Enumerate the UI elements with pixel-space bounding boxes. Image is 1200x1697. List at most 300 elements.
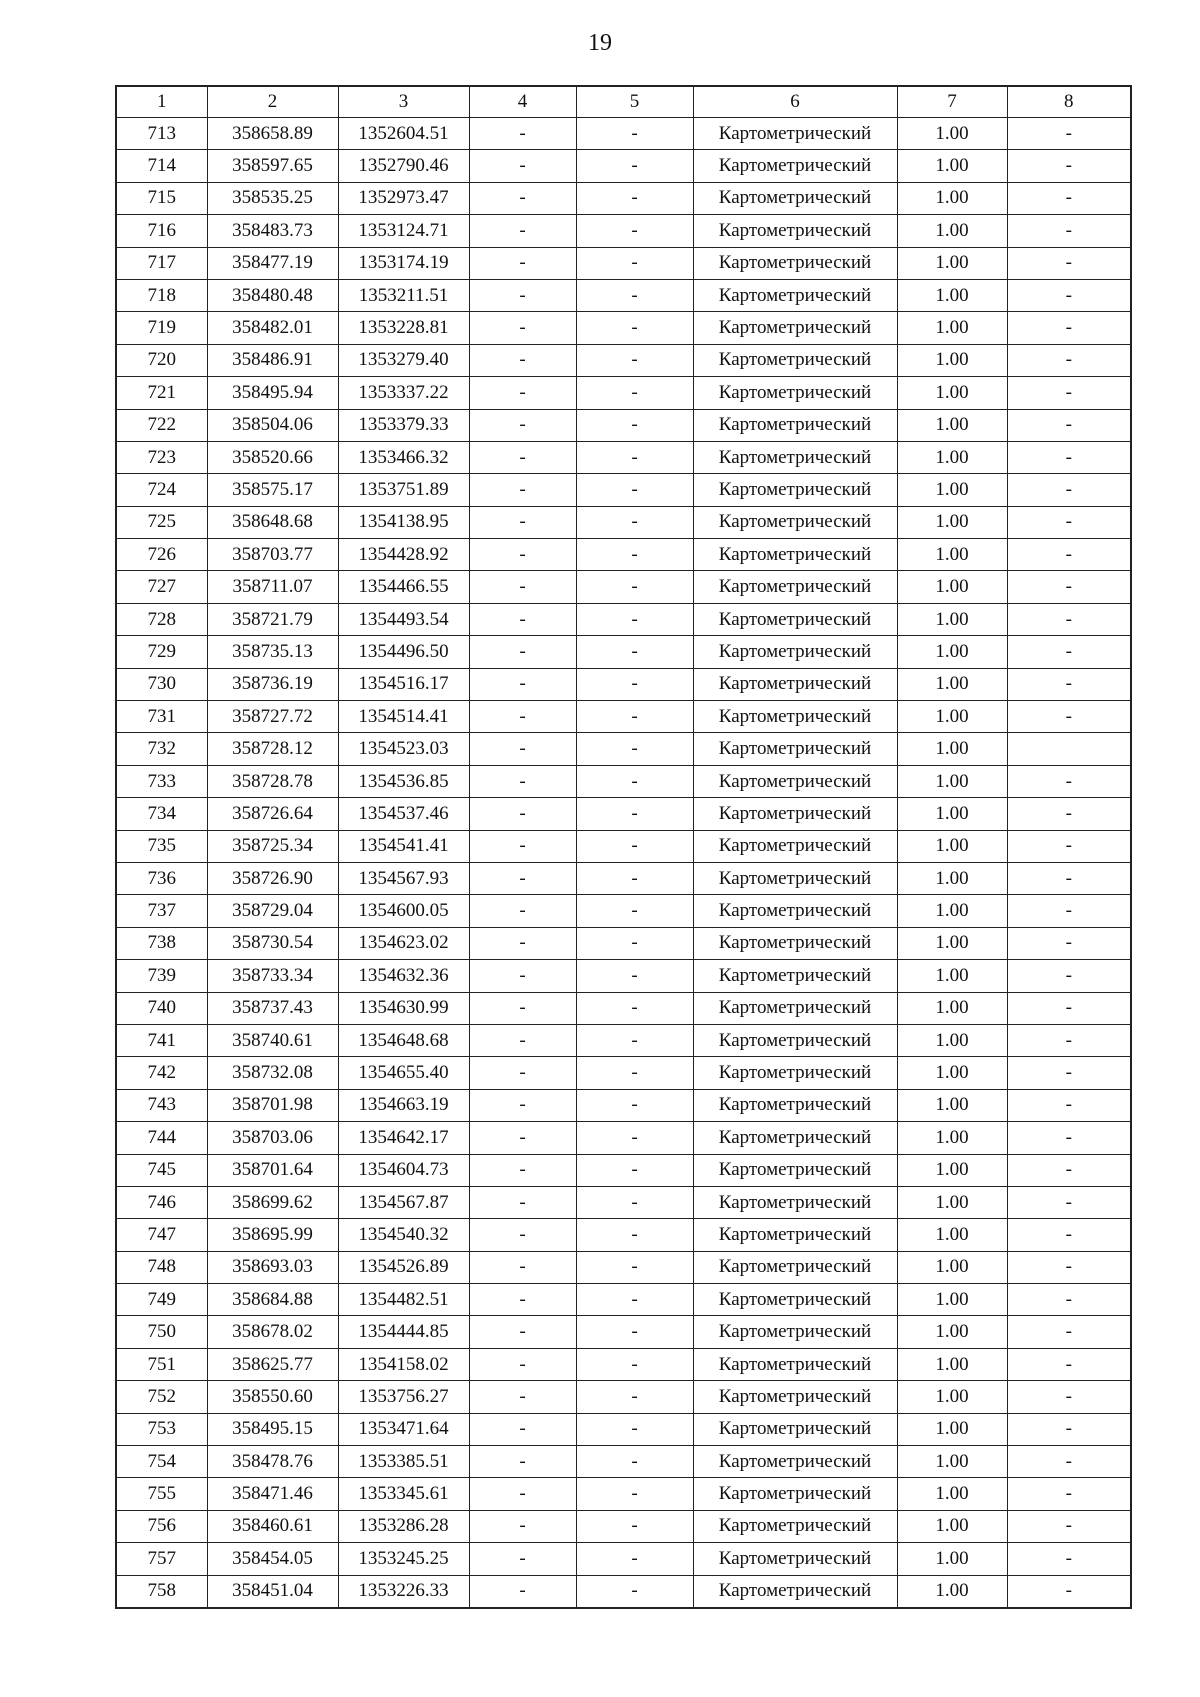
column-5-cell: - [576, 506, 693, 538]
point-number-cell: 755 [116, 1478, 207, 1510]
method-cell: Картометрический [693, 377, 897, 409]
y-coordinate-cell: 1354523.03 [338, 733, 469, 765]
method-cell: Картометрический [693, 960, 897, 992]
point-number-cell: 749 [116, 1284, 207, 1316]
column-5-cell: - [576, 636, 693, 668]
accuracy-cell: 1.00 [897, 1446, 1007, 1478]
method-cell: Картометрический [693, 344, 897, 376]
column-8-cell: - [1007, 1089, 1131, 1121]
column-4-cell: - [469, 118, 576, 150]
column-8-cell: - [1007, 927, 1131, 959]
method-cell: Картометрический [693, 1348, 897, 1380]
x-coordinate-cell: 358495.15 [207, 1413, 338, 1445]
method-cell: Картометрический [693, 765, 897, 797]
column-8-cell: - [1007, 1154, 1131, 1186]
accuracy-cell: 1.00 [897, 474, 1007, 506]
accuracy-cell: 1.00 [897, 279, 1007, 311]
x-coordinate-cell: 358648.68 [207, 506, 338, 538]
column-5-cell: - [576, 1154, 693, 1186]
x-coordinate-cell: 358736.19 [207, 668, 338, 700]
table-row [116, 247, 1131, 279]
method-cell: Картометрический [693, 1186, 897, 1218]
method-cell: Картометрический [693, 992, 897, 1024]
y-coordinate-cell: 1354655.40 [338, 1057, 469, 1089]
column-4-cell: - [469, 441, 576, 473]
x-coordinate-cell: 358486.91 [207, 344, 338, 376]
table-row [116, 1057, 1131, 1089]
y-coordinate-cell: 1353471.64 [338, 1413, 469, 1445]
column-4-cell: - [469, 215, 576, 247]
column-4-cell: - [469, 1089, 576, 1121]
column-5-cell: - [576, 1381, 693, 1413]
column-8-cell: - [1007, 992, 1131, 1024]
column-4-cell: - [469, 571, 576, 603]
column-5-cell: - [576, 377, 693, 409]
point-number-cell: 715 [116, 182, 207, 214]
table-row [116, 1024, 1131, 1056]
method-cell: Картометрический [693, 1316, 897, 1348]
method-cell: Картометрический [693, 1543, 897, 1575]
x-coordinate-cell: 358727.72 [207, 701, 338, 733]
y-coordinate-cell: 1353466.32 [338, 441, 469, 473]
point-number-cell: 745 [116, 1154, 207, 1186]
column-5-cell: - [576, 1543, 693, 1575]
table-row [116, 1284, 1131, 1316]
x-coordinate-cell: 358703.77 [207, 539, 338, 571]
accuracy-cell: 1.00 [897, 1154, 1007, 1186]
accuracy-cell: 1.00 [897, 182, 1007, 214]
column-8-cell: - [1007, 960, 1131, 992]
table-row [116, 118, 1131, 150]
point-number-cell: 728 [116, 603, 207, 635]
column-4-cell: - [469, 701, 576, 733]
column-4-cell: - [469, 895, 576, 927]
x-coordinate-cell: 358733.34 [207, 960, 338, 992]
method-cell: Картометрический [693, 1381, 897, 1413]
point-number-cell: 720 [116, 344, 207, 376]
accuracy-cell: 1.00 [897, 247, 1007, 279]
point-number-cell: 744 [116, 1122, 207, 1154]
table-row [116, 182, 1131, 214]
column-4-cell: - [469, 1219, 576, 1251]
method-cell: Картометрический [693, 1057, 897, 1089]
y-coordinate-cell: 1353174.19 [338, 247, 469, 279]
column-5-cell: - [576, 1122, 693, 1154]
column-8-cell: - [1007, 1478, 1131, 1510]
table-row [116, 733, 1131, 765]
x-coordinate-cell: 358460.61 [207, 1510, 338, 1542]
point-number-cell: 746 [116, 1186, 207, 1218]
x-coordinate-cell: 358454.05 [207, 1543, 338, 1575]
accuracy-cell: 1.00 [897, 895, 1007, 927]
column-header: 3 [338, 86, 469, 118]
method-cell: Картометрический [693, 247, 897, 279]
column-4-cell: - [469, 798, 576, 830]
x-coordinate-cell: 358728.12 [207, 733, 338, 765]
y-coordinate-cell: 1353226.33 [338, 1575, 469, 1608]
accuracy-cell: 1.00 [897, 733, 1007, 765]
y-coordinate-cell: 1354604.73 [338, 1154, 469, 1186]
point-number-cell: 721 [116, 377, 207, 409]
x-coordinate-cell: 358711.07 [207, 571, 338, 603]
accuracy-cell: 1.00 [897, 960, 1007, 992]
method-cell: Картометрический [693, 215, 897, 247]
y-coordinate-cell: 1353379.33 [338, 409, 469, 441]
column-4-cell: - [469, 1186, 576, 1218]
accuracy-cell: 1.00 [897, 1381, 1007, 1413]
point-number-cell: 724 [116, 474, 207, 506]
table-row [116, 830, 1131, 862]
accuracy-cell: 1.00 [897, 1575, 1007, 1608]
x-coordinate-cell: 358597.65 [207, 150, 338, 182]
point-number-cell: 747 [116, 1219, 207, 1251]
column-5-cell: - [576, 344, 693, 376]
x-coordinate-cell: 358482.01 [207, 312, 338, 344]
column-4-cell: - [469, 182, 576, 214]
method-cell: Картометрический [693, 1510, 897, 1542]
column-5-cell: - [576, 733, 693, 765]
x-coordinate-cell: 358483.73 [207, 215, 338, 247]
column-5-cell: - [576, 927, 693, 959]
table-row [116, 1446, 1131, 1478]
method-cell: Картометрический [693, 798, 897, 830]
x-coordinate-cell: 358726.90 [207, 862, 338, 894]
accuracy-cell: 1.00 [897, 150, 1007, 182]
x-coordinate-cell: 358575.17 [207, 474, 338, 506]
y-coordinate-cell: 1354536.85 [338, 765, 469, 797]
x-coordinate-cell: 358625.77 [207, 1348, 338, 1380]
accuracy-cell: 1.00 [897, 506, 1007, 538]
column-4-cell: - [469, 862, 576, 894]
table-row [116, 409, 1131, 441]
method-cell: Картометрический [693, 830, 897, 862]
column-5-cell: - [576, 247, 693, 279]
accuracy-cell: 1.00 [897, 1316, 1007, 1348]
column-header: 4 [469, 86, 576, 118]
column-5-cell: - [576, 1478, 693, 1510]
accuracy-cell: 1.00 [897, 1057, 1007, 1089]
x-coordinate-cell: 358550.60 [207, 1381, 338, 1413]
x-coordinate-cell: 358535.25 [207, 182, 338, 214]
column-8-cell: - [1007, 636, 1131, 668]
table-row [116, 1219, 1131, 1251]
table-row [116, 150, 1131, 182]
column-8-cell: - [1007, 1251, 1131, 1283]
column-5-cell: - [576, 798, 693, 830]
method-cell: Картометрический [693, 1575, 897, 1608]
accuracy-cell: 1.00 [897, 765, 1007, 797]
point-number-cell: 743 [116, 1089, 207, 1121]
y-coordinate-cell: 1354648.68 [338, 1024, 469, 1056]
column-4-cell: - [469, 1478, 576, 1510]
table-row [116, 1154, 1131, 1186]
column-header: 5 [576, 86, 693, 118]
column-5-cell: - [576, 474, 693, 506]
point-number-cell: 753 [116, 1413, 207, 1445]
column-4-cell: - [469, 1510, 576, 1542]
method-cell: Картометрический [693, 927, 897, 959]
column-5-cell: - [576, 603, 693, 635]
point-number-cell: 732 [116, 733, 207, 765]
column-4-cell: - [469, 247, 576, 279]
y-coordinate-cell: 1354138.95 [338, 506, 469, 538]
point-number-cell: 757 [116, 1543, 207, 1575]
y-coordinate-cell: 1353286.28 [338, 1510, 469, 1542]
method-cell: Картометрический [693, 895, 897, 927]
table-row [116, 279, 1131, 311]
y-coordinate-cell: 1353211.51 [338, 279, 469, 311]
y-coordinate-cell: 1354642.17 [338, 1122, 469, 1154]
table-row [116, 701, 1131, 733]
table-row [116, 603, 1131, 635]
method-cell: Картометрический [693, 118, 897, 150]
column-header: 8 [1007, 86, 1131, 118]
y-coordinate-cell: 1353337.22 [338, 377, 469, 409]
column-8-cell: - [1007, 765, 1131, 797]
column-8-cell: - [1007, 1348, 1131, 1380]
y-coordinate-cell: 1354600.05 [338, 895, 469, 927]
accuracy-cell: 1.00 [897, 1122, 1007, 1154]
x-coordinate-cell: 358495.94 [207, 377, 338, 409]
coordinates-table [115, 85, 1132, 1609]
method-cell: Картометрический [693, 701, 897, 733]
column-5-cell: - [576, 150, 693, 182]
column-5-cell: - [576, 1024, 693, 1056]
method-cell: Картометрический [693, 409, 897, 441]
column-8-cell: - [1007, 150, 1131, 182]
accuracy-cell: 1.00 [897, 1089, 1007, 1121]
point-number-cell: 733 [116, 765, 207, 797]
column-8-cell: - [1007, 895, 1131, 927]
accuracy-cell: 1.00 [897, 1478, 1007, 1510]
y-coordinate-cell: 1353228.81 [338, 312, 469, 344]
method-cell: Картометрический [693, 1251, 897, 1283]
x-coordinate-cell: 358477.19 [207, 247, 338, 279]
table-row [116, 668, 1131, 700]
y-coordinate-cell: 1354444.85 [338, 1316, 469, 1348]
column-4-cell: - [469, 409, 576, 441]
method-cell: Картометрический [693, 506, 897, 538]
column-4-cell: - [469, 1024, 576, 1056]
point-number-cell: 751 [116, 1348, 207, 1380]
method-cell: Картометрический [693, 1284, 897, 1316]
point-number-cell: 748 [116, 1251, 207, 1283]
column-5-cell: - [576, 1219, 693, 1251]
accuracy-cell: 1.00 [897, 798, 1007, 830]
table-row [116, 441, 1131, 473]
accuracy-cell: 1.00 [897, 409, 1007, 441]
method-cell: Картометрический [693, 150, 897, 182]
x-coordinate-cell: 358451.04 [207, 1575, 338, 1608]
table-row [116, 571, 1131, 603]
column-header: 6 [693, 86, 897, 118]
method-cell: Картометрический [693, 571, 897, 603]
column-8-cell: - [1007, 215, 1131, 247]
column-5-cell: - [576, 571, 693, 603]
column-8-cell: - [1007, 1316, 1131, 1348]
accuracy-cell: 1.00 [897, 1284, 1007, 1316]
column-5-cell: - [576, 668, 693, 700]
table-row [116, 1413, 1131, 1445]
method-cell: Картометрический [693, 279, 897, 311]
y-coordinate-cell: 1354482.51 [338, 1284, 469, 1316]
point-number-cell: 716 [116, 215, 207, 247]
method-cell: Картометрический [693, 636, 897, 668]
accuracy-cell: 1.00 [897, 1186, 1007, 1218]
accuracy-cell: 1.00 [897, 1219, 1007, 1251]
table-row [116, 765, 1131, 797]
y-coordinate-cell: 1354466.55 [338, 571, 469, 603]
accuracy-cell: 1.00 [897, 1413, 1007, 1445]
column-4-cell: - [469, 603, 576, 635]
method-cell: Картометрический [693, 1154, 897, 1186]
column-5-cell: - [576, 1510, 693, 1542]
column-8-cell: - [1007, 1510, 1131, 1542]
column-5-cell: - [576, 1575, 693, 1608]
column-5-cell: - [576, 1057, 693, 1089]
accuracy-cell: 1.00 [897, 377, 1007, 409]
column-8-cell [1007, 733, 1131, 765]
column-4-cell: - [469, 1284, 576, 1316]
column-8-cell: - [1007, 571, 1131, 603]
column-8-cell: - [1007, 279, 1131, 311]
column-5-cell: - [576, 1251, 693, 1283]
column-8-cell: - [1007, 506, 1131, 538]
table-row [116, 377, 1131, 409]
point-number-cell: 741 [116, 1024, 207, 1056]
y-coordinate-cell: 1353345.61 [338, 1478, 469, 1510]
column-8-cell: - [1007, 182, 1131, 214]
point-number-cell: 723 [116, 441, 207, 473]
accuracy-cell: 1.00 [897, 539, 1007, 571]
method-cell: Картометрический [693, 668, 897, 700]
point-number-cell: 739 [116, 960, 207, 992]
accuracy-cell: 1.00 [897, 830, 1007, 862]
column-4-cell: - [469, 1381, 576, 1413]
column-4-cell: - [469, 1057, 576, 1089]
table-row [116, 895, 1131, 927]
table-header-row [116, 86, 1131, 118]
table-row [116, 344, 1131, 376]
x-coordinate-cell: 358726.64 [207, 798, 338, 830]
column-8-cell: - [1007, 441, 1131, 473]
accuracy-cell: 1.00 [897, 1510, 1007, 1542]
table-row [116, 1543, 1131, 1575]
point-number-cell: 742 [116, 1057, 207, 1089]
y-coordinate-cell: 1353756.27 [338, 1381, 469, 1413]
table-row [116, 927, 1131, 959]
method-cell: Картометрический [693, 1089, 897, 1121]
column-5-cell: - [576, 409, 693, 441]
y-coordinate-cell: 1354493.54 [338, 603, 469, 635]
point-number-cell: 734 [116, 798, 207, 830]
x-coordinate-cell: 358728.78 [207, 765, 338, 797]
point-number-cell: 727 [116, 571, 207, 603]
column-5-cell: - [576, 765, 693, 797]
x-coordinate-cell: 358684.88 [207, 1284, 338, 1316]
method-cell: Картометрический [693, 1446, 897, 1478]
column-4-cell: - [469, 279, 576, 311]
table-row [116, 539, 1131, 571]
accuracy-cell: 1.00 [897, 118, 1007, 150]
y-coordinate-cell: 1354537.46 [338, 798, 469, 830]
x-coordinate-cell: 358730.54 [207, 927, 338, 959]
method-cell: Картометрический [693, 862, 897, 894]
point-number-cell: 717 [116, 247, 207, 279]
accuracy-cell: 1.00 [897, 992, 1007, 1024]
point-number-cell: 713 [116, 118, 207, 150]
table-row [116, 1122, 1131, 1154]
accuracy-cell: 1.00 [897, 1543, 1007, 1575]
point-number-cell: 731 [116, 701, 207, 733]
y-coordinate-cell: 1354496.50 [338, 636, 469, 668]
column-8-cell: - [1007, 409, 1131, 441]
column-5-cell: - [576, 118, 693, 150]
accuracy-cell: 1.00 [897, 344, 1007, 376]
table-row [116, 474, 1131, 506]
x-coordinate-cell: 358693.03 [207, 1251, 338, 1283]
method-cell: Картометрический [693, 1024, 897, 1056]
column-8-cell: - [1007, 1575, 1131, 1608]
table-row [116, 992, 1131, 1024]
x-coordinate-cell: 358701.98 [207, 1089, 338, 1121]
column-8-cell: - [1007, 1122, 1131, 1154]
column-5-cell: - [576, 701, 693, 733]
method-cell: Картометрический [693, 1219, 897, 1251]
accuracy-cell: 1.00 [897, 636, 1007, 668]
column-4-cell: - [469, 539, 576, 571]
y-coordinate-cell: 1353279.40 [338, 344, 469, 376]
column-5-cell: - [576, 992, 693, 1024]
point-number-cell: 722 [116, 409, 207, 441]
x-coordinate-cell: 358695.99 [207, 1219, 338, 1251]
column-5-cell: - [576, 862, 693, 894]
column-5-cell: - [576, 539, 693, 571]
point-number-cell: 729 [116, 636, 207, 668]
table-row [116, 1316, 1131, 1348]
point-number-cell: 735 [116, 830, 207, 862]
column-5-cell: - [576, 830, 693, 862]
accuracy-cell: 1.00 [897, 603, 1007, 635]
column-8-cell: - [1007, 1024, 1131, 1056]
table-row [116, 1089, 1131, 1121]
column-8-cell: - [1007, 1543, 1131, 1575]
column-4-cell: - [469, 1122, 576, 1154]
column-8-cell: - [1007, 798, 1131, 830]
column-5-cell: - [576, 1089, 693, 1121]
x-coordinate-cell: 358699.62 [207, 1186, 338, 1218]
column-4-cell: - [469, 1575, 576, 1608]
y-coordinate-cell: 1354514.41 [338, 701, 469, 733]
column-header: 1 [116, 86, 207, 118]
accuracy-cell: 1.00 [897, 312, 1007, 344]
column-4-cell: - [469, 992, 576, 1024]
column-8-cell: - [1007, 539, 1131, 571]
table-row [116, 1348, 1131, 1380]
x-coordinate-cell: 358658.89 [207, 118, 338, 150]
table-row [116, 506, 1131, 538]
column-5-cell: - [576, 1348, 693, 1380]
table-row [116, 1251, 1131, 1283]
column-5-cell: - [576, 1186, 693, 1218]
x-coordinate-cell: 358520.66 [207, 441, 338, 473]
x-coordinate-cell: 358737.43 [207, 992, 338, 1024]
accuracy-cell: 1.00 [897, 862, 1007, 894]
column-5-cell: - [576, 182, 693, 214]
point-number-cell: 726 [116, 539, 207, 571]
method-cell: Картометрический [693, 474, 897, 506]
y-coordinate-cell: 1353751.89 [338, 474, 469, 506]
